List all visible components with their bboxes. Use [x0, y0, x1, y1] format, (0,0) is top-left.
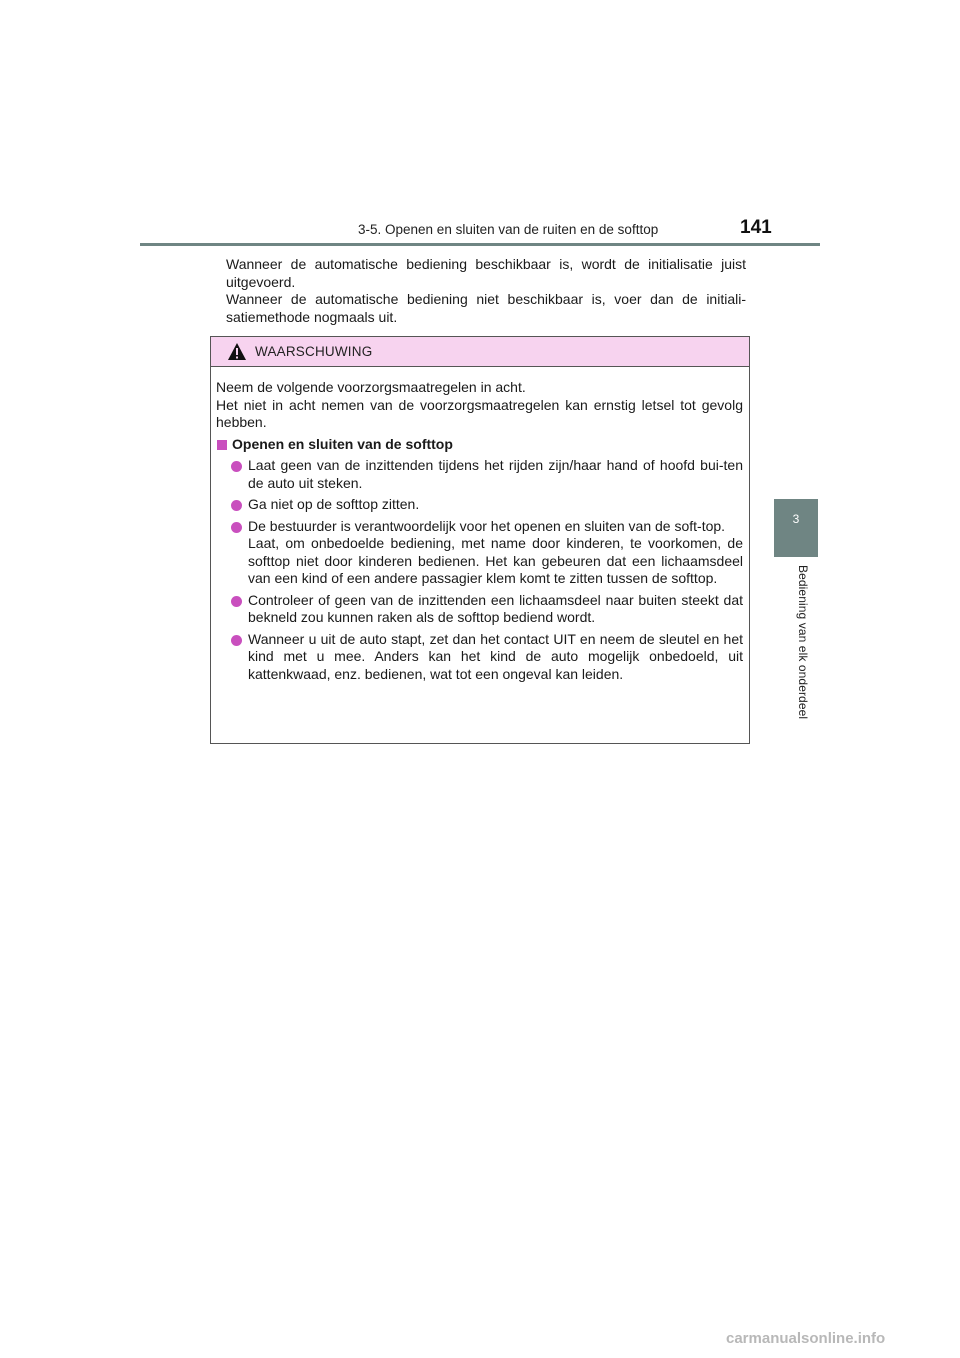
section-title: 3-5. Openen en sluiten van de ruiten en de softtop [358, 222, 659, 237]
list-item-text: Controleer of geen van de inzittenden een lichaamsdeel naar buiten steekt dat bekneld zou kunnen raken als de softtop bediend wordt. [248, 591, 743, 625]
page-number: 141 [740, 217, 772, 238]
intro-text [226, 256, 746, 326]
list-item [216, 457, 743, 492]
list-item-text: Ga niet op de softtop zitten. [248, 496, 420, 512]
list-item [216, 496, 743, 514]
section-heading [216, 436, 743, 454]
warning-title: WAARSCHUWING [255, 344, 373, 359]
list-item [216, 631, 743, 684]
warning-intro-line: Neem de volgende voorzorgsmaatregelen in acht. [216, 379, 526, 395]
list-item-continuation: Laat, om onbedoelde bediening, met name door kinderen, te voorkomen, de softtop niet door kinderen bedienen. Het kan gebeuren dat een lichaamsdeel van een kind of een andere passagier klem komt te zitten tussen de softtop. [248, 535, 743, 586]
round-bullet-icon [231, 500, 242, 511]
warning-intro-line: Het niet in acht nemen van de voorzorgsmaatregelen kan ernstig letsel tot gevolg hebben. [216, 396, 743, 430]
list-item-text: Wanneer u uit de auto stapt, zet dan het contact UIT en neem de sleutel en het kind met u mee. Anders kan het kind de auto mogelijk onbedoeld, uit kattenkwaad, enz. bedienen, wat tot een ongeval kan leiden. [248, 630, 743, 682]
round-bullet-icon [231, 635, 242, 646]
square-bullet-icon [217, 440, 227, 450]
warning-body [211, 367, 749, 683]
warning-header [211, 337, 749, 367]
chapter-number: 3 [792, 512, 800, 526]
intro-paragraph: Wanneer de automatische bediening niet beschikbaar is, voer dan de initiali-satiemethode nogmaals uit. [226, 291, 746, 325]
list-item [216, 592, 743, 627]
section-heading-text: Openen en sluiten van de softtop [232, 435, 453, 452]
chapter-tab [774, 499, 818, 557]
round-bullet-icon [231, 596, 242, 607]
intro-paragraph: Wanneer de automatische bediening beschikbaar is, wordt de initialisatie juist uitgevoerd. [226, 256, 746, 290]
round-bullet-icon [231, 522, 242, 533]
warning-triangle-icon [227, 342, 247, 361]
chapter-label: Bediening van elk onderdeel [796, 565, 810, 720]
list-item-text: De bestuurder is verantwoordelijk voor het openen en sluiten van de soft-top. [248, 517, 726, 534]
header-rule [140, 243, 820, 246]
list-item-text: Laat geen van de inzittenden tijdens het rijden zijn/haar hand of hoofd bui-ten de auto uit steken. [248, 457, 743, 491]
bullet-list [216, 457, 743, 683]
warning-box [210, 336, 750, 744]
round-bullet-icon [231, 461, 242, 472]
watermark: carmanualsonline.info [726, 1330, 886, 1347]
list-item [216, 518, 743, 588]
